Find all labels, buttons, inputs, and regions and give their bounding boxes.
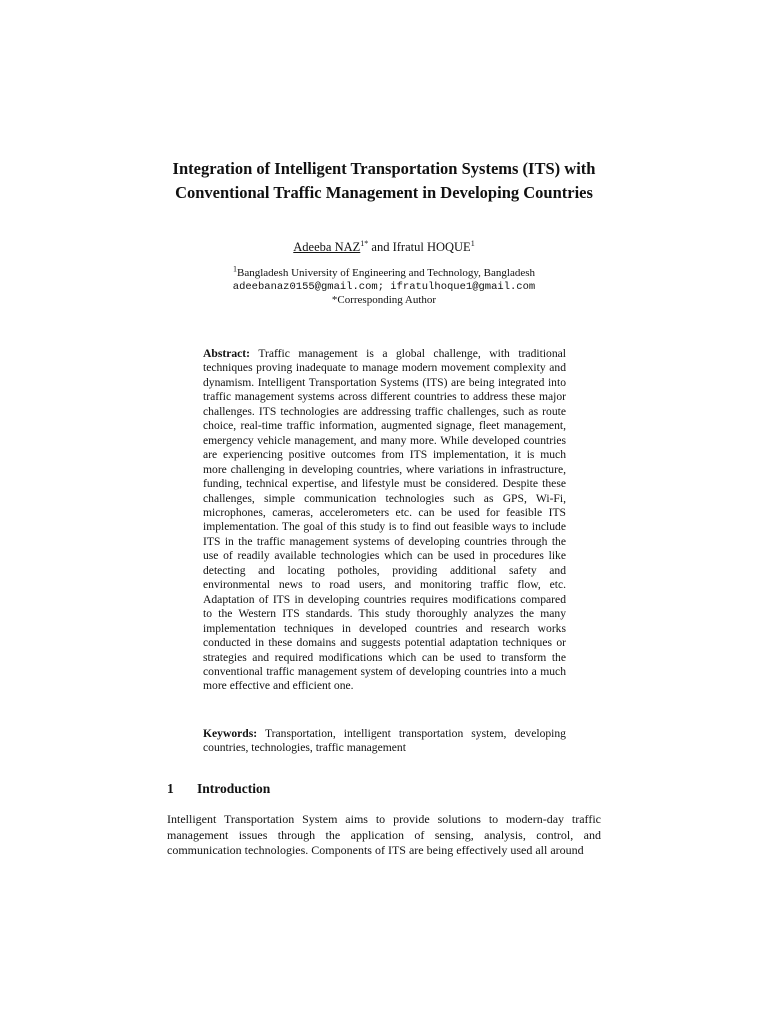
abstract-text: Traffic management is a global challenge, with traditional techniques proving inadequate to manage modern movement complexity and dynamism. Intelligent Transportation Systems (ITS) are being integrated into traffic management systems across different countries to address these major challenges. ITS technologies are addressing traffic challenges, such as route choice, real-time traffic information, augmented signage, fleet management, emergency vehicle management, and many more. While developed countries are experiencing positive outcomes from ITS implementation, it is much more challenging in developing countries, where variations in infrastructure, funding, technical expertise, and lifestyle must be considered. Despite these challenges, simple communication technologies such as GPS, Wi-Fi, microphones, cameras, accelerometers etc. can be used for feasible ITS implementation. The goal of this study is to find out feasible ways to include ITS in the traffic management systems of developing countries through the use of readily available technologies which can be used in procedures like detecting and locating potholes, providing additional safety and environmental news to road users, and monitoring traffic flow, etc. Adaptation of ITS in developing countries requires modifications compared to the Western ITS standards. This study thoroughly analyzes the many implementation techniques in developed countries and research works conducted in these domains and suggests potential adaptation techniques or strategies and required modifications which can be used to transform the conventional traffic management system of developing countries into a much more effective and efficient one. — [203, 347, 566, 693]
keywords-label: Keywords: — [203, 727, 258, 740]
affiliation-institution-line — [150, 264, 618, 281]
keywords-text: Transportation, intelligent transportation system, developing countries, technologies, traffic management — [203, 727, 566, 755]
affiliation-mark: 1 — [233, 264, 237, 274]
paper-title: Integration of Intelligent Transportation Systems (ITS) with Conventional Traffic Management in Developing Countries — [172, 159, 596, 202]
author-name-hoque: Ifratul HOQUE — [392, 240, 471, 254]
keywords — [203, 727, 566, 756]
introduction-paragraph: Intelligent Transportation System aims to provide solutions to modern-day traffic management issues through the application of sensing, analysis, control, and communication technologies. Components of ITS are being effectively used all around — [167, 812, 601, 857]
section-heading-introduction — [167, 780, 601, 797]
corresponding-author-note: *Corresponding Author — [331, 294, 437, 306]
section-number: 1 — [167, 781, 174, 796]
abstract-label: Abstract: — [203, 347, 251, 360]
affiliation-emails: adeebanaz0155@gmail.com; ifratulhoque1@gmail.com — [232, 280, 536, 293]
author-connector: and — [368, 240, 393, 254]
affiliation-block — [150, 264, 618, 308]
affiliation-institution: Bangladesh University of Engineering and Technology, Bangladesh — [237, 267, 535, 279]
author-affiliation-mark: 1* — [360, 238, 369, 248]
author-name-naz: Adeeba NAZ — [293, 240, 361, 254]
author-affiliation-mark: 1 — [470, 238, 475, 248]
abstract — [203, 347, 566, 694]
author-line — [150, 239, 618, 255]
section-title: Introduction — [197, 781, 271, 796]
